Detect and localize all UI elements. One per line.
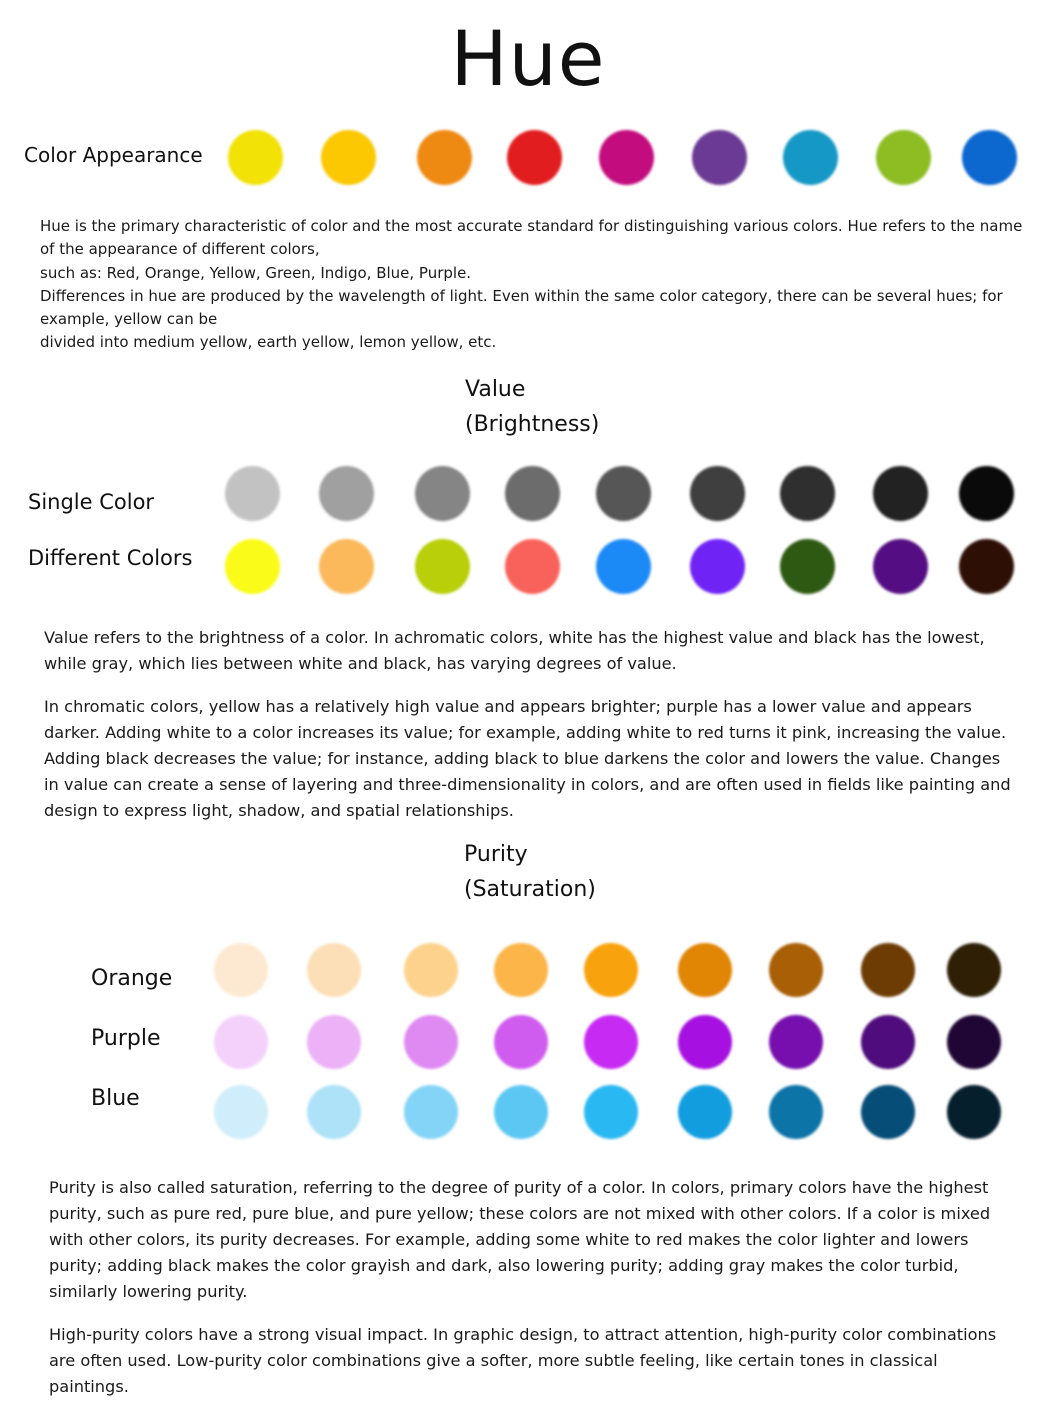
single-color-label: Single Color bbox=[28, 490, 155, 514]
color-appearance-label: Color Appearance bbox=[24, 143, 203, 167]
purity-heading-line: Purity bbox=[464, 842, 528, 867]
purity-paragraph: Purity is also called saturation, referring to the degree of purity of a color. In colors, primary colors have the highest purity, such as pure red, pure blue, and pure yellow; these colors are not mixed with other colors. If a color is mixed with other colors, its purity decreases. For example, adding some white to red makes the color lighter and lowers purity; adding black makes the color grayish and dark, also lowering purity; adding gray makes the color turbid, similarly lowering purity. bbox=[49, 1178, 991, 1301]
blue-saturation-swatch bbox=[214, 1085, 268, 1139]
value-paragraph: Value refers to the brightness of a color. In achromatic colors, white has the highest value and black has the lowest, while gray, which lies between white and black, has varying degrees of value. bbox=[44, 628, 985, 673]
orange-saturation-swatch bbox=[678, 943, 732, 997]
blue-saturation-swatch bbox=[307, 1085, 361, 1139]
orange-saturation-swatch bbox=[769, 943, 823, 997]
purple-saturation-swatch bbox=[584, 1015, 638, 1069]
purple-saturation-swatch bbox=[214, 1015, 268, 1069]
different-colors-label: Different Colors bbox=[28, 546, 193, 570]
orange-label: Orange bbox=[91, 966, 173, 991]
purple-saturation-swatch bbox=[494, 1015, 548, 1069]
orange-saturation-swatch bbox=[584, 943, 638, 997]
blue-saturation-swatch bbox=[678, 1085, 732, 1139]
purple-saturation-swatch bbox=[769, 1015, 823, 1069]
value-heading-line: Value bbox=[465, 377, 526, 402]
value-paragraph: In chromatic colors, yellow has a relatively high value and appears brighter; purple has a lower value and appears darker. Adding white to a color increases its value; for example, adding white to red turns it pink, increasing the value. Adding black decreases the value; for instance, adding black to blue darkens the color and lowers the value. Changes in value can create a sense of layering and three-dimensionality in colors, and are often used in fields like painting and design to express light, shadow, and spatial relationships. bbox=[44, 697, 1011, 820]
orange-saturation-swatch bbox=[494, 943, 548, 997]
blue-saturation-swatch bbox=[947, 1085, 1001, 1139]
blue-saturation-swatch bbox=[769, 1085, 823, 1139]
purple-saturation-swatch bbox=[307, 1015, 361, 1069]
hue-paragraph: divided into medium yellow, earth yellow, lemon yellow, etc. bbox=[40, 333, 497, 352]
blue-saturation-swatch bbox=[861, 1085, 915, 1139]
purity-heading-line: (Saturation) bbox=[464, 877, 596, 902]
purple-label: Purple bbox=[91, 1026, 161, 1051]
purple-saturation-swatch bbox=[861, 1015, 915, 1069]
purple-saturation-swatch bbox=[404, 1015, 458, 1069]
page-title: Hue bbox=[450, 14, 606, 103]
blue-saturation-swatch bbox=[494, 1085, 548, 1139]
purity-description bbox=[49, 1175, 1021, 1417]
hue-paragraph: Hue is the primary characteristic of color and the most accurate standard for distinguishing various colors. Hue refers to the name of the appearance of different colors, bbox=[40, 217, 1023, 259]
orange-saturation-swatch bbox=[947, 943, 1001, 997]
value-heading-line: (Brightness) bbox=[465, 412, 600, 437]
orange-saturation-swatch bbox=[404, 943, 458, 997]
purple-saturation-swatch bbox=[678, 1015, 732, 1069]
blue-label: Blue bbox=[91, 1086, 140, 1111]
blue-saturation-swatch bbox=[584, 1085, 638, 1139]
purity-paragraph: High-purity colors have a strong visual impact. In graphic design, to attract attention, high-purity color combinations are often used. Low-purity color combinations give a softer, more subtle feeling, like certain tones in classical paintings. bbox=[49, 1325, 997, 1396]
hue-paragraph: Differences in hue are produced by the wavelength of light. Even within the same color category, there can be several hues; for example, yellow can be bbox=[40, 286, 1003, 329]
orange-saturation-swatch bbox=[861, 943, 915, 997]
hue-paragraph: such as: Red, Orange, Yellow, Green, Indigo, Blue, Purple. bbox=[40, 263, 472, 282]
blue-saturation-swatch bbox=[404, 1085, 458, 1139]
purple-saturation-swatch bbox=[947, 1015, 1001, 1069]
orange-saturation-swatch bbox=[307, 943, 361, 997]
orange-saturation-swatch bbox=[214, 943, 268, 997]
